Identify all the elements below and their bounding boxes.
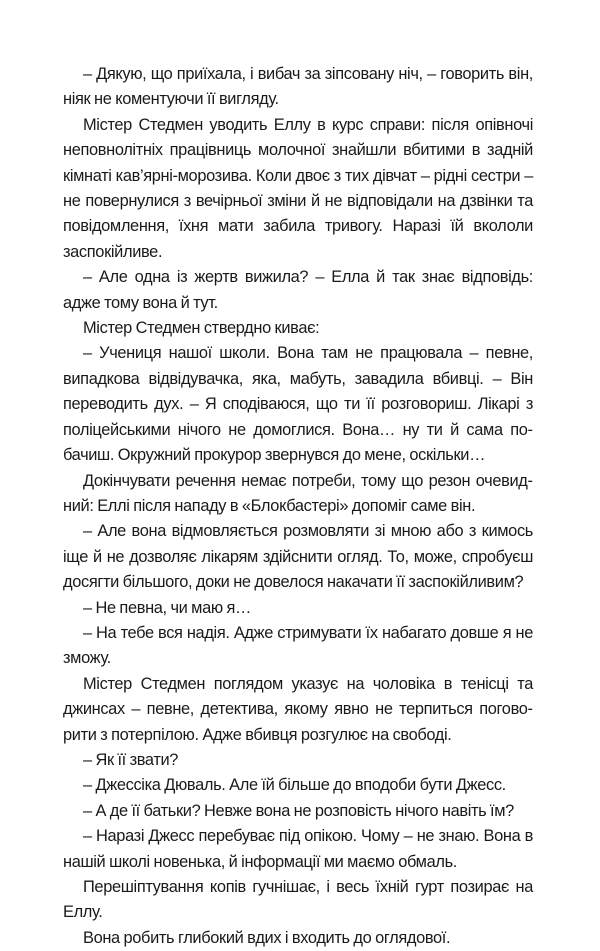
paragraph: – Джессіка Дюваль. Але їй більше до вподоби бути Джесс. — [83, 776, 506, 795]
paragraph: Докінчувати речення немає потреби, тому що резон очевидний: Еллі після нападу в «Блокбастері» допоміг саме він. — [63, 471, 533, 515]
paragraph: Містер Стедмен ствердно киває: — [83, 319, 320, 338]
book-page-text — [63, 62, 533, 951]
paragraph: – Не певна, чи маю я… — [83, 598, 252, 617]
paragraph: Вона робить глибокий вдих і входить до оглядової. — [83, 928, 451, 947]
paragraph: Містер Стедмен уводить Еллу в курс справи: після опівночі неповнолітніх працівниць молочної знайшли вбитими в задній кімнаті кав’ярні-морозива. Коли двоє з тих дівчат – рідні сестри – не повернулися з вечірньої зміни й не відповідали на дзвінки та повідомлення, їхня мати забила тривогу. Наразі їй вкололи заспокійливе. — [63, 115, 533, 261]
paragraph: – Але одна із жертв вижила? – Елла й так знає відповідь: адже тому вона й тут. — [63, 268, 533, 312]
paragraph: – Наразі Джесс перебуває під опікою. Чому – не знаю. Вона в нашій школі новенька, й інформації ми маємо обмаль. — [63, 827, 533, 871]
paragraph: – На тебе вся надія. Адже стримувати їх набагато довше я не зможу. — [63, 623, 533, 668]
paragraph: – Але вона відмовляється розмовляти зі мною або з кимось іще й не дозволяє лікарям здійснити огляд. То, може, спробуєш досягти більшого, доки не довелося накачати її заспокійливим? — [63, 522, 533, 592]
paragraph: – Дякую, що приїхала, і вибач за зіпсовану ніч, – говорить він, ніяк не коментуючи її вигляду. — [63, 65, 533, 109]
paragraph: Містер Стедмен поглядом указує на чоловіка в тенісці та джинсах – певне, детектива, якому явно не терпиться поговорити з потерпілою. Адже вбивця розгулює на свободі. — [63, 674, 533, 744]
paragraph: – Як її звати? — [83, 750, 179, 769]
paragraph: – А де її батьки? Невже вона не розповість нічого навіть їм? — [83, 801, 514, 820]
paragraph: Перешіптування копів гучнішає, і весь їхній гурт позирає на Еллу. — [63, 878, 533, 922]
paragraph: – Учениця нашої школи. Вона там не працювала – певне, випадкова відвідувачка, яка, мабуть, завадила вбивці. – Він переводить дух. – Я сподіваюся, що ти її розговориш. Лікарі з поліцейськими нічого не домоглися. Вона… ну ти й сама побачиш. Окружний прокурор звернувся до мене, оскільки… — [63, 344, 533, 465]
